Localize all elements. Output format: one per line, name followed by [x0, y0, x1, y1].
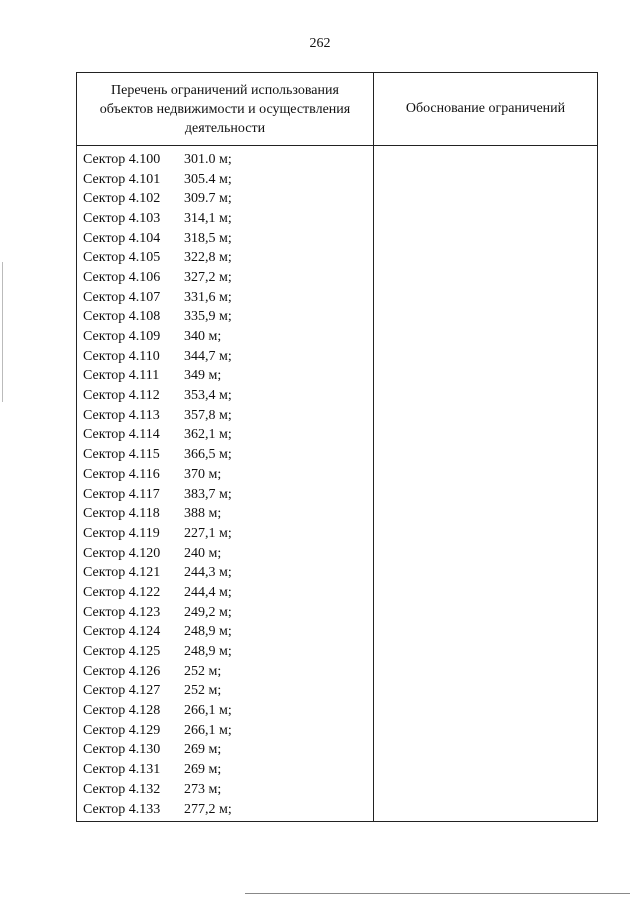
- table-row: [77, 426, 373, 446]
- sector-distance: 227,1 м;: [184, 525, 232, 541]
- sector-name: Сектор 4.121: [83, 565, 161, 581]
- sector-name: Сектор 4.111: [83, 368, 160, 384]
- sector-name: Сектор 4.127: [83, 683, 161, 699]
- sector-distance: 388 м;: [184, 506, 222, 522]
- sector-name: Сектор 4.130: [83, 742, 161, 758]
- sector-distance: 314,1 м;: [184, 210, 232, 226]
- sector-name: Сектор 4.124: [83, 624, 161, 640]
- table-row: [77, 524, 373, 544]
- sector-name: Сектор 4.132: [83, 781, 161, 797]
- table-row: [77, 308, 373, 328]
- table-row: [77, 741, 373, 761]
- sector-distance: 318,5 м;: [184, 230, 232, 246]
- sector-name: Сектор 4.113: [83, 407, 160, 423]
- sector-distance: 327,2 м;: [184, 269, 232, 285]
- sector-name: Сектор 4.103: [83, 210, 161, 226]
- table-row: [77, 485, 373, 505]
- header-restrictions-list: Перечень ограничений использования объектов недвижимости и осуществления деятельности: [77, 73, 374, 145]
- sector-distance: 383,7 м;: [184, 486, 232, 502]
- table-row: [77, 583, 373, 603]
- sector-distance: 344,7 м;: [184, 348, 232, 364]
- table-row: [77, 445, 373, 465]
- sector-name: Сектор 4.133: [83, 801, 161, 817]
- sector-name: Сектор 4.117: [83, 486, 160, 502]
- table-row: [77, 682, 373, 702]
- sector-name: Сектор 4.106: [83, 269, 161, 285]
- sector-name: Сектор 4.123: [83, 604, 161, 620]
- table-row: [77, 327, 373, 347]
- sector-distance: 240 м;: [184, 545, 222, 561]
- table-row: [77, 268, 373, 288]
- sector-distance: 269 м;: [184, 742, 222, 758]
- sector-distance: 248,9 м;: [184, 624, 232, 640]
- sector-distance: 273 м;: [184, 781, 222, 797]
- sector-name: Сектор 4.107: [83, 289, 161, 305]
- sector-name: Сектор 4.125: [83, 644, 161, 660]
- sector-name: Сектор 4.116: [83, 466, 160, 482]
- sector-name: Сектор 4.109: [83, 329, 161, 345]
- table-row: [77, 760, 373, 780]
- scan-artifact-line: [245, 893, 630, 894]
- table-row: [77, 780, 373, 800]
- table-row: [77, 603, 373, 623]
- sector-list: [77, 146, 374, 821]
- sector-distance: 362,1 м;: [184, 427, 232, 443]
- table-row: [77, 721, 373, 741]
- sector-distance: 353,4 м;: [184, 388, 232, 404]
- sector-distance: 340 м;: [184, 329, 222, 345]
- table-row: [77, 544, 373, 564]
- sector-name: Сектор 4.119: [83, 525, 160, 541]
- sector-name: Сектор 4.128: [83, 703, 161, 719]
- table-row: [77, 229, 373, 249]
- sector-name: Сектор 4.110: [83, 348, 160, 364]
- sector-name: Сектор 4.122: [83, 584, 161, 600]
- table-row: [77, 504, 373, 524]
- table-row: [77, 150, 373, 170]
- table-row: [77, 248, 373, 268]
- sector-distance: 305.4 м;: [184, 171, 232, 187]
- sector-distance: 322,8 м;: [184, 250, 232, 266]
- sector-distance: 370 м;: [184, 466, 222, 482]
- sector-distance: 269 м;: [184, 762, 222, 778]
- sector-name: Сектор 4.129: [83, 722, 161, 738]
- table-row: [77, 170, 373, 190]
- sector-name: Сектор 4.114: [83, 427, 160, 443]
- sector-name: Сектор 4.115: [83, 447, 160, 463]
- sector-distance: 309.7 м;: [184, 191, 232, 207]
- sector-distance: 366,5 м;: [184, 447, 232, 463]
- table-row: [77, 406, 373, 426]
- sector-distance: 266,1 м;: [184, 722, 232, 738]
- sector-distance: 244,4 м;: [184, 584, 232, 600]
- sector-distance: 252 м;: [184, 663, 222, 679]
- table-row: [77, 563, 373, 583]
- sector-distance: 248,9 м;: [184, 644, 232, 660]
- table-row: [77, 800, 373, 820]
- sector-distance: 331,6 м;: [184, 289, 232, 305]
- sector-distance: 349 м;: [184, 368, 222, 384]
- table-header-row: [77, 73, 597, 146]
- sector-distance: 357,8 м;: [184, 407, 232, 423]
- table-row: [77, 189, 373, 209]
- sector-distance: 277,2 м;: [184, 801, 232, 817]
- sector-name: Сектор 4.112: [83, 388, 160, 404]
- table-row: [77, 642, 373, 662]
- page-number: 262: [309, 36, 331, 51]
- sector-name: Сектор 4.118: [83, 506, 160, 522]
- basis-cell-empty: [374, 146, 597, 821]
- table-row: [77, 465, 373, 485]
- table-row: [77, 347, 373, 367]
- sector-name: Сектор 4.131: [83, 762, 161, 778]
- sector-name: Сектор 4.120: [83, 545, 161, 561]
- sector-distance: 335,9 м;: [184, 309, 232, 325]
- table-row: [77, 623, 373, 643]
- sector-name: Сектор 4.108: [83, 309, 161, 325]
- table-row: [77, 288, 373, 308]
- table-row: [77, 662, 373, 682]
- scan-artifact-line: [2, 262, 3, 402]
- header-restrictions-basis: Обоснование ограничений: [405, 101, 566, 116]
- sector-name: Сектор 4.102: [83, 191, 161, 207]
- sector-name: Сектор 4.101: [83, 171, 161, 187]
- restrictions-table: [76, 72, 598, 822]
- sector-name: Сектор 4.105: [83, 250, 161, 266]
- table-row: [77, 386, 373, 406]
- sector-distance: 244,3 м;: [184, 565, 232, 581]
- sector-distance: 249,2 м;: [184, 604, 232, 620]
- table-row: [77, 701, 373, 721]
- table-row: [77, 209, 373, 229]
- sector-name: Сектор 4.104: [83, 230, 161, 246]
- sector-distance: 252 м;: [184, 683, 222, 699]
- sector-name: Сектор 4.100: [83, 151, 161, 167]
- sector-distance: 301.0 м;: [184, 151, 232, 167]
- sector-distance: 266,1 м;: [184, 703, 232, 719]
- sector-name: Сектор 4.126: [83, 663, 161, 679]
- table-row: [77, 367, 373, 387]
- table-body-row: [77, 146, 597, 821]
